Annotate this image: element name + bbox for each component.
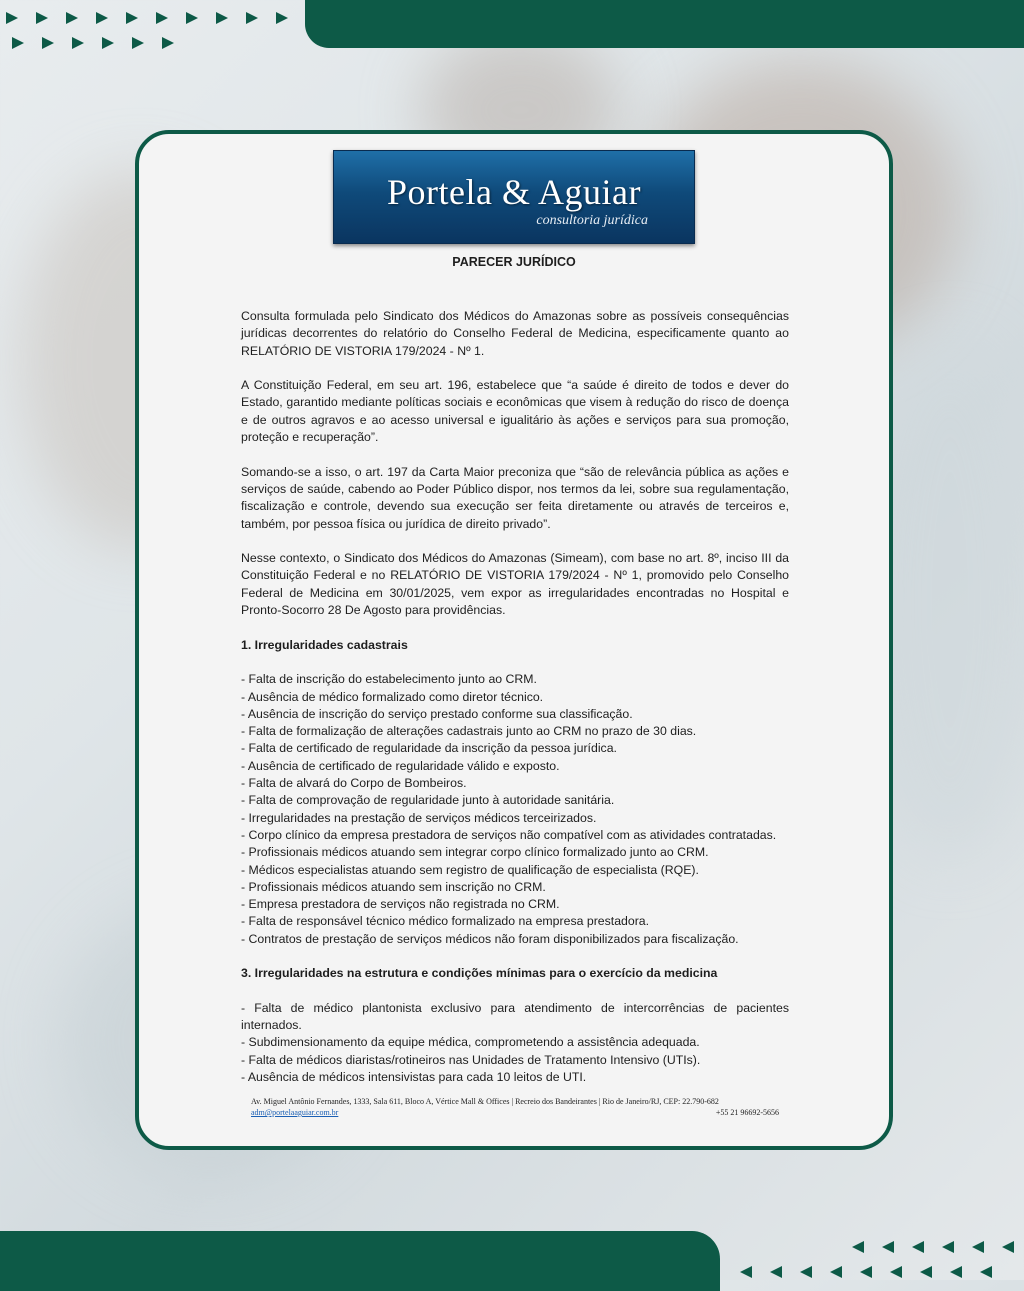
footer-email-link[interactable]: adm@portelaaguiar.com.br <box>251 1108 339 1117</box>
arrow-right-icon <box>6 12 18 24</box>
paragraph: Consulta formulada pelo Sindicato dos Médicos do Amazonas sobre as possíveis consequências jurídicas decorrentes do relatório do Conselho Federal de Medicina, especificamente quanto ao RELATÓRIO DE VISTORIA 179/2024 - Nº 1. <box>241 309 789 358</box>
arrow-left-icon <box>950 1266 962 1278</box>
arrow-right-icon <box>36 12 48 24</box>
list-item: - Falta de certificado de regularidade da inscrição da pessoa jurídica. <box>241 741 617 756</box>
arrow-left-icon <box>912 1241 924 1253</box>
arrow-left-icon <box>920 1266 932 1278</box>
arrow-left-icon <box>890 1266 902 1278</box>
arrow-left-icon <box>980 1266 992 1278</box>
logo-subtitle: consultoria jurídica <box>536 213 648 228</box>
arrow-right-icon <box>132 37 144 49</box>
document-body <box>241 308 789 1104</box>
logo-name: Portela & Aguiar <box>387 172 641 212</box>
arrow-right-icon <box>186 12 198 24</box>
arrow-right-icon <box>96 12 108 24</box>
arrow-right-icon <box>162 37 174 49</box>
arrow-right-icon <box>276 12 288 24</box>
top-arrows-row-2 <box>12 37 192 49</box>
bottom-decorative-bar <box>0 1231 720 1291</box>
top-decorative-bar <box>305 0 1024 48</box>
list-item: - Irregularidades na prestação de serviços médicos terceirizados. <box>241 810 597 825</box>
arrow-right-icon <box>216 12 228 24</box>
list-item: - Profissionais médicos atuando sem inscrição no CRM. <box>241 879 546 894</box>
footer-phone: +55 21 96692-5656 <box>715 1108 779 1117</box>
list-item: - Profissionais médicos atuando sem integrar corpo clínico formalizado junto ao CRM. <box>241 845 709 860</box>
list-item: - Ausência de médicos intensivistas para cada 10 leitos de UTI. <box>241 1070 587 1085</box>
arrow-left-icon <box>830 1266 842 1278</box>
arrow-left-icon <box>852 1241 864 1253</box>
list-item: - Falta de médico plantonista exclusivo para atendimento de intercorrências de pacientes internados. <box>241 1000 789 1033</box>
arrow-right-icon <box>246 12 258 24</box>
arrow-left-icon <box>740 1266 752 1278</box>
arrow-right-icon <box>126 12 138 24</box>
arrow-left-icon <box>942 1241 954 1253</box>
arrow-right-icon <box>156 12 168 24</box>
top-arrows-row-1 <box>6 12 306 24</box>
paragraph: Somando-se a isso, o art. 197 da Carta Maior preconiza que “são de relevância pública as ações e serviços de saúde, cabendo ao Poder Público dispor, nos termos da lei, sobre sua regulamentação, fiscalização e controle, devendo sua execução ser feita diretamente ou através de terceiros e, também, por pessoa física ou jurídica de direito privado”. <box>241 464 789 531</box>
list-item: - Ausência de médico formalizado como diretor técnico. <box>241 689 544 704</box>
list-item: - Falta de inscrição do estabelecimento junto ao CRM. <box>241 672 537 687</box>
list-item: - Subdimensionamento da equipe médica, comprometendo a assistência adequada. <box>241 1035 700 1050</box>
list-item: - Falta de formalização de alterações cadastrais junto ao CRM no prazo de 30 dias. <box>241 724 697 739</box>
section-heading: 3. Irregularidades na estrutura e condições mínimas para o exercício da medicina <box>241 966 718 981</box>
list-item: - Ausência de certificado de regularidade válido e exposto. <box>241 758 560 773</box>
document-footer <box>251 1096 779 1118</box>
list-item: - Falta de comprovação de regularidade junto à autoridade sanitária. <box>241 793 615 808</box>
paragraph: Nesse contexto, o Sindicato dos Médicos do Amazonas (Simeam), com base no art. 8º, inciso III da Constituição Federal e no RELATÓRIO DE VISTORIA 179/2024 - Nº 1, promovido pelo Conselho Federal de Medicina em 30/01/2025, vem expor as irregularidades encontradas no Hospital e Pronto-Socorro 28 De Agosto para providências. <box>241 551 789 618</box>
list-item: - Contratos de prestação de serviços médicos não foram disponibilizados para fiscalização. <box>241 931 739 946</box>
irregularities-list <box>241 1000 789 1086</box>
arrow-right-icon <box>72 37 84 49</box>
arrow-left-icon <box>860 1266 872 1278</box>
arrow-left-icon <box>800 1266 812 1278</box>
section-heading: 1. Irregularidades cadastrais <box>241 637 408 652</box>
list-item: - Ausência de inscrição do serviço prestado conforme sua classificação. <box>241 706 633 721</box>
arrow-right-icon <box>66 12 78 24</box>
company-logo <box>333 150 695 244</box>
arrow-left-icon <box>882 1241 894 1253</box>
irregularities-list <box>241 671 789 948</box>
arrow-left-icon <box>1002 1241 1014 1253</box>
arrow-left-icon <box>972 1241 984 1253</box>
bottom-arrows-row-1 <box>852 1241 1024 1253</box>
arrow-right-icon <box>12 37 24 49</box>
list-item: - Falta de médicos diaristas/rotineiros nas Unidades de Tratamento Intensivo (UTIs). <box>241 1052 701 1067</box>
paragraph: A Constituição Federal, em seu art. 196, estabelece que “a saúde é direito de todos e dever do Estado, garantido mediante políticas sociais e econômicas que visem à redução do risco de doença e de outros agravos e ao acesso universal e igualitário às ações e serviços para sua promoção, proteção e recuperação”. <box>241 378 789 445</box>
document-card <box>135 130 893 1150</box>
list-item: - Empresa prestadora de serviços não registrada no CRM. <box>241 897 560 912</box>
arrow-right-icon <box>102 37 114 49</box>
list-item: - Médicos especialistas atuando sem registro de qualificação de especialista (RQE). <box>241 862 699 877</box>
document-title: PARECER JURÍDICO <box>452 255 576 269</box>
list-item: - Falta de responsável técnico médico formalizado na empresa prestadora. <box>241 914 650 929</box>
list-item: - Falta de alvará do Corpo de Bombeiros. <box>241 776 467 791</box>
arrow-left-icon <box>770 1266 782 1278</box>
bottom-arrows-row-2 <box>740 1266 1010 1278</box>
footer-address: Av. Miguel Antônio Fernandes, 1333, Sala 611, Bloco A, Vértice Mall & Offices | Recreio dos Bandeirantes | Rio de Janeiro/RJ, CEP: 22.790-682 <box>251 1097 719 1106</box>
arrow-right-icon <box>42 37 54 49</box>
list-item: - Corpo clínico da empresa prestadora de serviços não compatível com as atividades contratadas. <box>241 827 777 842</box>
